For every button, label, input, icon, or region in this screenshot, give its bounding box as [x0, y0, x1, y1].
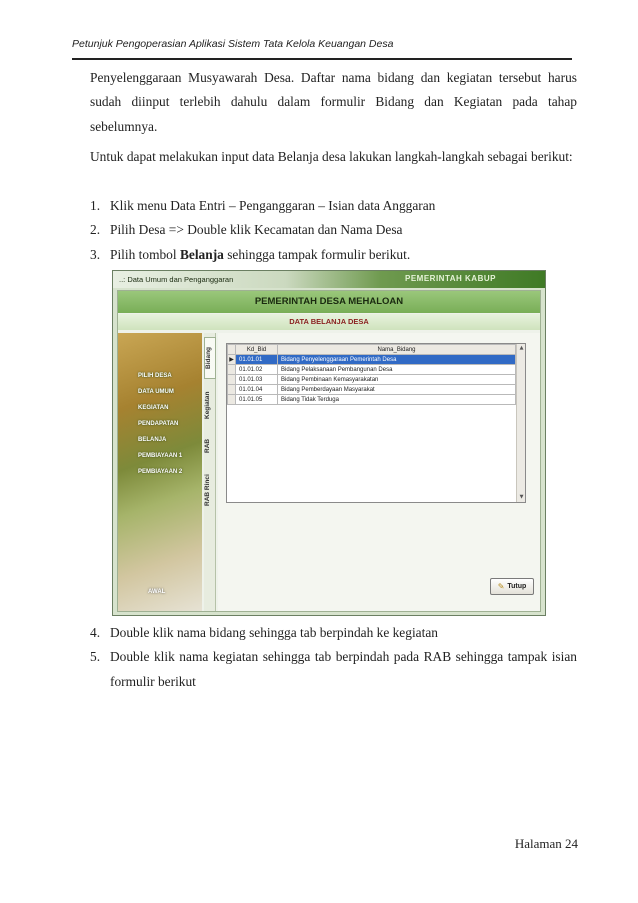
step-text: Double klik nama kegiatan sehingga tab berpindah pada RAB sehingga tampak isian formulir berikut [110, 649, 577, 689]
scroll-up-icon[interactable]: ▲ [519, 345, 524, 351]
cell-kd-bid[interactable]: 01.01.04 [236, 385, 278, 395]
table-row[interactable] [228, 355, 516, 365]
menu-item-pembiayaan-2[interactable]: PEMBIAYAAN 2 [138, 469, 183, 475]
menu-item-kegiatan[interactable]: KEGIATAN [138, 405, 169, 411]
list-item [90, 621, 577, 645]
step-text [110, 243, 577, 267]
brand-text: PEMERINTAH KABUP [405, 274, 496, 283]
tab-rab-rinci[interactable]: RAB Rinci [204, 474, 211, 506]
cell-kd-bid[interactable]: 01.01.01 [236, 355, 278, 365]
list-item [90, 645, 577, 694]
close-button-label: Tutup [507, 583, 527, 590]
tab-rab[interactable]: RAB [204, 438, 211, 454]
step-number: 2. [90, 222, 101, 238]
cell-nama-bidang[interactable]: Bidang Penyelenggaraan Pemerintah Desa [278, 355, 516, 365]
row-indicator [228, 395, 236, 405]
step-text-before: Pilih tombol [110, 246, 180, 262]
row-indicator [228, 385, 236, 395]
step-number: 1. [90, 198, 101, 213]
menu-item-pendapatan[interactable]: PENDAPATAN [138, 421, 179, 427]
close-button[interactable] [490, 578, 534, 595]
list-item [90, 243, 577, 267]
steps-list [90, 194, 577, 267]
menu-item-data-umum[interactable]: DATA UMUM [138, 389, 174, 395]
step-text-bold: Belanja [179, 246, 224, 262]
grid-scrollbar[interactable] [516, 344, 525, 502]
vertical-tabs [204, 333, 216, 611]
cell-nama-bidang[interactable]: Bidang Pelaksanaan Pembangunan Desa [278, 365, 516, 375]
app-content [117, 290, 541, 612]
step-number: 5. [90, 649, 101, 665]
cell-kd-bid[interactable]: 01.01.05 [236, 395, 278, 405]
app-screenshot-window [112, 270, 546, 616]
step-text: Klik menu Data Entri – Penganggaran – Isian data Anggaran [110, 198, 436, 213]
window-titlebar [113, 271, 545, 288]
data-grid[interactable] [226, 343, 526, 503]
scroll-down-icon[interactable]: ▼ [519, 494, 524, 500]
row-pointer-icon: ▶ [228, 355, 236, 365]
banner-title: PEMERINTAH DESA MEHALOAN [118, 291, 540, 313]
step-text: Double klik nama bidang sehingga tab berpindah ke kegiatan [110, 625, 438, 640]
column-header-kd-bid[interactable]: Kd_Bid [236, 345, 278, 355]
row-indicator [228, 365, 236, 375]
cell-nama-bidang[interactable]: Bidang Tidak Terduga [278, 395, 516, 405]
table-row[interactable] [228, 375, 516, 385]
paragraph-instruction: Untuk dapat melakukan input data Belanja desa lakukan langkah-langkah sebagai berikut: [90, 149, 573, 164]
form-title: DATA BELANJA DESA [118, 314, 540, 330]
cell-kd-bid[interactable]: 01.01.02 [236, 365, 278, 375]
table-row[interactable] [228, 385, 516, 395]
table-header-row [228, 345, 516, 355]
row-indicator-header [228, 345, 236, 355]
tab-kegiatan[interactable]: Kegiatan [204, 391, 211, 419]
pencil-icon: ✎ [497, 582, 505, 591]
page-number: Halaman 24 [514, 836, 578, 851]
list-item [90, 194, 577, 218]
step-number: 4. [90, 625, 101, 640]
menu-item-pilih-desa[interactable]: PILIH DESA [138, 373, 172, 379]
menu-item-awal[interactable]: AWAL [148, 589, 166, 595]
step-text-after: sehingga tampak formulir berikut. [223, 246, 411, 262]
step-number: 3. [90, 246, 101, 262]
grid-area [218, 333, 540, 611]
menu-item-pembiayaan-1[interactable]: PEMBIAYAAN 1 [138, 453, 183, 459]
header-rule [72, 58, 572, 60]
table-row[interactable] [228, 365, 516, 375]
window-title: ..: Data Umum dan Penganggaran [119, 275, 234, 284]
cell-nama-bidang[interactable]: Bidang Pembinaan Kemasyarakatan [278, 375, 516, 385]
running-header: Petunjuk Pengoperasian Aplikasi Sistem Tata Kelola Keuangan Desa [72, 38, 394, 50]
list-item [90, 218, 577, 242]
tab-bidang[interactable]: Bidang [204, 337, 216, 379]
steps-list-continued [90, 621, 577, 694]
side-menu [118, 333, 202, 611]
column-header-nama-bidang[interactable]: Nama_Bidang [278, 345, 516, 355]
menu-item-belanja[interactable]: BELANJA [138, 437, 167, 443]
table-row[interactable] [228, 395, 516, 405]
row-indicator [228, 375, 236, 385]
paragraph-intro: Penyelenggaraan Musyawarah Desa. Daftar nama bidang dan kegiatan tersebut harus sudah diinput terlebih dahulu dalam formulir Bidang dan Kegiatan pada tahap sebelumnya. [90, 70, 577, 134]
cell-kd-bid[interactable]: 01.01.03 [236, 375, 278, 385]
step-text: Pilih Desa => Double klik Kecamatan dan Nama Desa [110, 222, 403, 238]
cell-nama-bidang[interactable]: Bidang Pemberdayaan Masyarakat [278, 385, 516, 395]
